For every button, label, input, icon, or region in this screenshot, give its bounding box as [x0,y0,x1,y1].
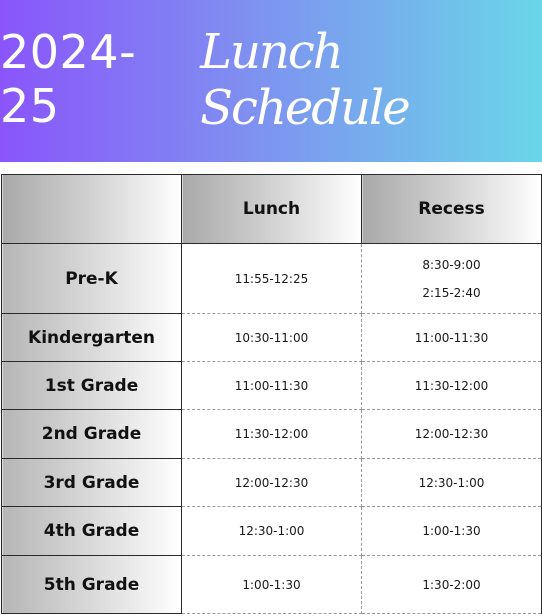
table-row [2,314,542,362]
recess-time [362,244,542,314]
lunch-time: 10:30-11:00 [182,314,362,362]
grade-label: 2nd Grade [2,410,182,459]
grade-label: 4th Grade [2,507,182,556]
table-row [2,507,542,556]
recess-time: 1:00-1:30 [362,507,542,556]
recess-time: 11:00-11:30 [362,314,542,362]
grade-label: Pre-K [2,244,182,314]
lunch-time: 12:00-12:30 [182,459,362,507]
recess-time: 12:30-1:00 [362,459,542,507]
lunch-time: 11:55-12:25 [182,244,362,314]
title-year: 2024-25 [0,25,137,133]
lunch-time: 11:00-11:30 [182,362,362,410]
table-row [2,244,542,314]
lunch-time: 1:00-1:30 [182,556,362,614]
grade-label: 3rd Grade [2,459,182,507]
table-row [2,556,542,614]
header-recess: Recess [362,175,542,244]
title-banner [0,0,542,162]
page-title [0,24,542,136]
recess-time-morning: 8:30-9:00 [422,257,481,272]
grade-label: Kindergarten [2,314,182,362]
grade-label: 1st Grade [2,362,182,410]
recess-time: 12:00-12:30 [362,410,542,459]
table-row [2,459,542,507]
header-corner [2,175,182,244]
recess-time-afternoon: 2:15-2:40 [422,285,481,300]
recess-time: 1:30-2:00 [362,556,542,614]
header-row [2,175,542,244]
lunch-time: 11:30-12:00 [182,410,362,459]
header-lunch: Lunch [182,175,362,244]
grade-label: 5th Grade [2,556,182,614]
schedule-table [1,174,542,614]
table-row [2,410,542,459]
lunch-time: 12:30-1:00 [182,507,362,556]
table-row [2,362,542,410]
recess-time: 11:30-12:00 [362,362,542,410]
title-text: Lunch Schedule [200,24,409,136]
